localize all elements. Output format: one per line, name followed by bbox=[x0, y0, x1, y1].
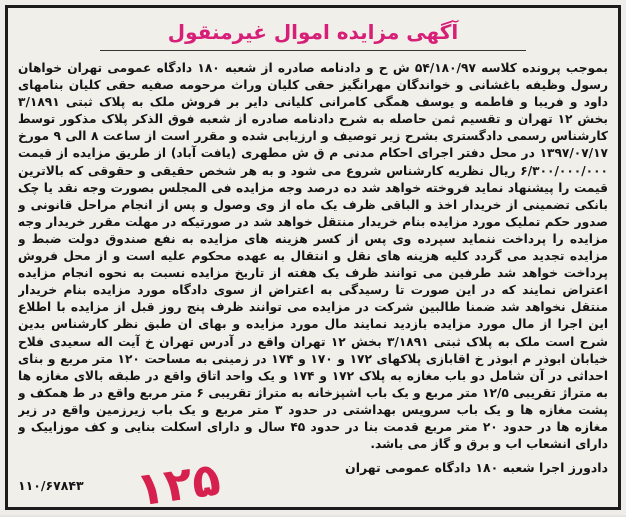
notice-title: آگهی مزایده اموال غیرمنقول bbox=[167, 20, 459, 44]
title-divider bbox=[100, 50, 526, 51]
notice-frame bbox=[5, 5, 621, 517]
handwritten-stamp: ۱۲۵ bbox=[132, 451, 224, 517]
notice-footer bbox=[18, 451, 608, 517]
notice-body: بموجب پرونده کلاسه ۵۴/۱۸۰/۹۷ ش ح و دادنامه صادره از شعبه ۱۸۰ دادگاه عمومی تهران خواهان رسول وظیفه باغشانی و خواندگان مهرانگیز حقی کلیان وراث مرحومه صفیه حقی کلیان بنامهای داود و فریبا و فاطمه و یوسف همگی کامرانی کلیانی دایر بر فروش ملک به پلاک ثبتی ۳/۱۸۹۱ بخش ۱۲ تهران و تقسیم ثمن حاصله به شرح دادنامه صادره از شعبه فوق الذکر پلاک مذکور توسط کارشناس رسمی دادگستری بشرح زیر توصیف و ارزیابی شده و مقرر است از ساعت ۸ الی ۹ مورخ ۱۳۹۷/۰۷/۱۷ در محل دفتر اجرای احکام مدنی م ق ش مطهری (یافت آباد) از طریق مزایده از قیمت ۶/۳۰۰/۰۰۰/۰۰۰ ریال نظریه کارشناس شروع می شود و به هر شخص حقیقی و حقوقی که بالاترین قیمت را پیشنهاد نماید فروخته خواهد شد ده درصد وجه مزایده فی المجلس بصورت وجه نقد یا چک بانکی تضمینی از خریدار اخذ و الباقی ظرف یک ماه از وی وصول و پس از انجام مراحل قانونی و صدور حکم تملیک مورد مزایده بنام خریدار منتقل خواهد شد در صورتیکه در مهلت مقرر خریدار وجه مزایده را پرداخت ننماید سپرده وی پس از کسر هزینه های مزایده به نفع صندوق دولت ضبط و مزایده تجدید می گردد کلیه هزینه های نقل و انتقال به عهده محکوم علیه است و از محل فروش پرداخت خواهد شد طرفین می توانند ظرف یک هفته از تاریخ مزایده نسبت به نحوه انجام مزایده اعتراض نمایند که در این صورت تا رسیدگی به اعتراض از سوی دادگاه مورد مزایده بنام خریدار منتقل نخواهد شد ضمنا طالبین شرکت در مزایده می توانند ظرف پنج روز قبل از مزایده با اطلاع این اجرا از مال مورد مزایده بازدید نمایند مال مورد مزایده و بهای ان طبق نظر کارشناس بدین شرح است ملک به پلاک ثبتی ۳/۱۸۹۱ بخش ۱۲ تهران واقع در آدرس تهران خ آیت اله سعیدی فلاح خیابان ابوذر م ابوذر خ اقابازی پلاکهای ۱۷۲ و ۱۷۰ و ۱۷۴ در زمینی به مساحت ۱۲۰ متر مربع و بنای احداثی در آن شامل دو باب مغازه به پلاک ۱۷۲ و ۱۷۴ و یک واحد اتاق واقع در طبقه بالای مغازه ها به متراژ تقریبی ۱۲/۵ متر مربع و یک باب اشپزخانه به متراژ تقریبی ۶ متر مربع واقع در ط همکف و پشت مغازه ها و یک باب سرویس بهداشتی در حدود ۳ متر مربع و یک باب زیرزمین واقع در زیر مغازه ها در حدود ۲۰ متر مربع قدمت بنا در حدود ۴۵ سال و دارای اسکلت بنایی و کف موزاییک و دارای انشعاب اب و برق و گاز می باشد. bbox=[18, 61, 608, 452]
notice-code: ۱۱۰/۶۷۸۴۳ bbox=[18, 478, 84, 493]
signer-line: دادورز اجرا شعبه ۱۸۰ دادگاه عمومی تهران bbox=[345, 460, 608, 475]
